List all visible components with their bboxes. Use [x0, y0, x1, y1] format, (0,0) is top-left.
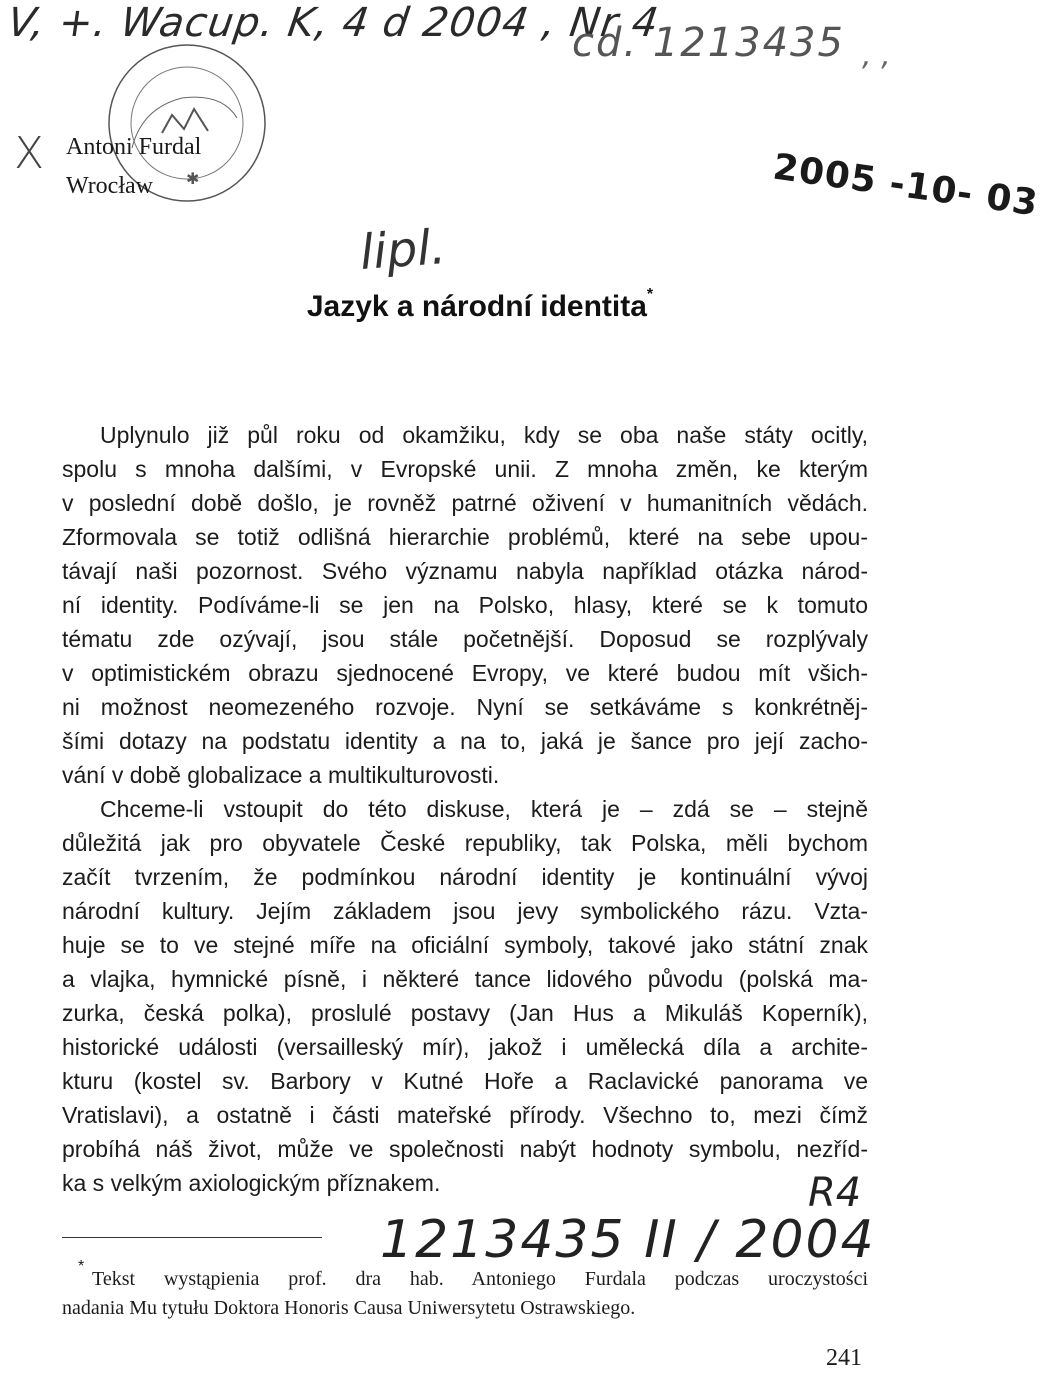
- body-line: ni možnost neomezeného rozvoje. Nyní se setkáváme s konkrétněj-: [62, 694, 868, 720]
- body-line: probíhá náš život, může ve společnosti nabýt hodnoty symbolu, nezříd-: [62, 1136, 868, 1162]
- handwritten-catalog-reference: cd. 1213435: [572, 20, 845, 66]
- body-line: a vlajka, hymnické písně, i některé tance lidového původu (polská ma-: [62, 966, 868, 992]
- author-name: Antoni Furdal: [66, 134, 202, 160]
- body-line: tématu zde ozývají, jsou stále početnější. Doposud se rozplývaly: [62, 626, 868, 652]
- body-line: začít tvrzením, že podmínkou národní identity je kontinuální vývoj: [62, 864, 868, 890]
- handwritten-x-mark: X: [14, 128, 45, 179]
- body-line: Uplynulo již půl roku od okamžiku, kdy se oba naše státy ocitly,: [100, 422, 868, 448]
- body-line: spolu s mnoha dalšími, v Evropské unii. Z mnoha změn, ke kterým: [62, 456, 868, 482]
- body-line: távají naši pozornost. Svého významu nabyla například otázka národ-: [62, 558, 868, 584]
- handwritten-ry-mark: R4: [808, 1170, 862, 1216]
- page-number: 241: [826, 1345, 862, 1371]
- body-line: huje se to ve stejné míře na oficiální symboly, takové jako státní znak: [62, 932, 868, 958]
- body-line: důležitá jak pro obyvatele České republiky, tak Polska, měli bychom: [62, 830, 868, 856]
- body-line: ka s velkým axiologickým příznakem.: [62, 1170, 441, 1196]
- handwritten-marks: , ,: [862, 38, 891, 73]
- footnote-divider: [62, 1237, 322, 1238]
- svg-text:✱: ✱: [186, 169, 200, 188]
- article-title-text: Jazyk a národní identita: [306, 290, 647, 323]
- handwritten-citation-note: V, +. Wacup. K, 4 d 2004 , Nr 4: [4, 0, 662, 46]
- author-city: Wrocław: [66, 173, 153, 199]
- body-line: Vratislavi), a ostatně i části mateřské přírody. Všechno to, mezi čímž: [62, 1102, 868, 1128]
- handwritten-scrawl: lipl.: [358, 219, 448, 281]
- footnote-line: Tekst wystąpienia prof. dra hab. Antoniego Furdala podczas uroczystości: [92, 1268, 868, 1290]
- received-date-stamp: 2005 -10- 03: [770, 146, 1041, 225]
- body-line: šími dotazy na podstatu identity a na to, jaká je šance pro její zacho-: [62, 728, 868, 754]
- body-line: v optimistickém obrazu sjednocené Evropy, ve které budou mít všich-: [62, 660, 868, 686]
- handwritten-inventory-number: 1213435 II / 2004: [380, 1210, 876, 1270]
- body-line: v poslední době došlo, je rovněž patrné oživení v humanitních vědách.: [62, 490, 868, 516]
- body-line: ní identity. Podíváme-li se jen na Polsko, hlasy, které se k tomuto: [62, 592, 868, 618]
- body-line: historické události (versailleský mír), jakož i umělecká díla a archite-: [62, 1034, 868, 1060]
- body-line: kturu (kostel sv. Barbory v Kutné Hoře a Raclavické panorama ve: [62, 1068, 868, 1094]
- body-line: národní kultury. Jejím základem jsou jevy symbolického rázu. Vzta-: [62, 898, 868, 924]
- body-line: Zformovala se totiž odlišná hierarchie problémů, které na sebe upou-: [62, 524, 868, 550]
- footnote-line: nadania Mu tytułu Doktora Honoris Causa Uniwersytetu Ostrawskiego.: [62, 1297, 636, 1319]
- body-line: zurka, česká polka), proslulé postavy (Jan Hus a Mikuláš Koperník),: [62, 1000, 868, 1026]
- article-title: [0, 286, 960, 324]
- body-line: vání v době globalizace a multikulturovosti.: [62, 762, 500, 788]
- title-footnote-mark: *: [646, 286, 654, 303]
- body-line: Chceme-li vstoupit do této diskuse, která je – zdá se – stejně: [100, 796, 868, 822]
- footnote-mark: *: [78, 1258, 85, 1275]
